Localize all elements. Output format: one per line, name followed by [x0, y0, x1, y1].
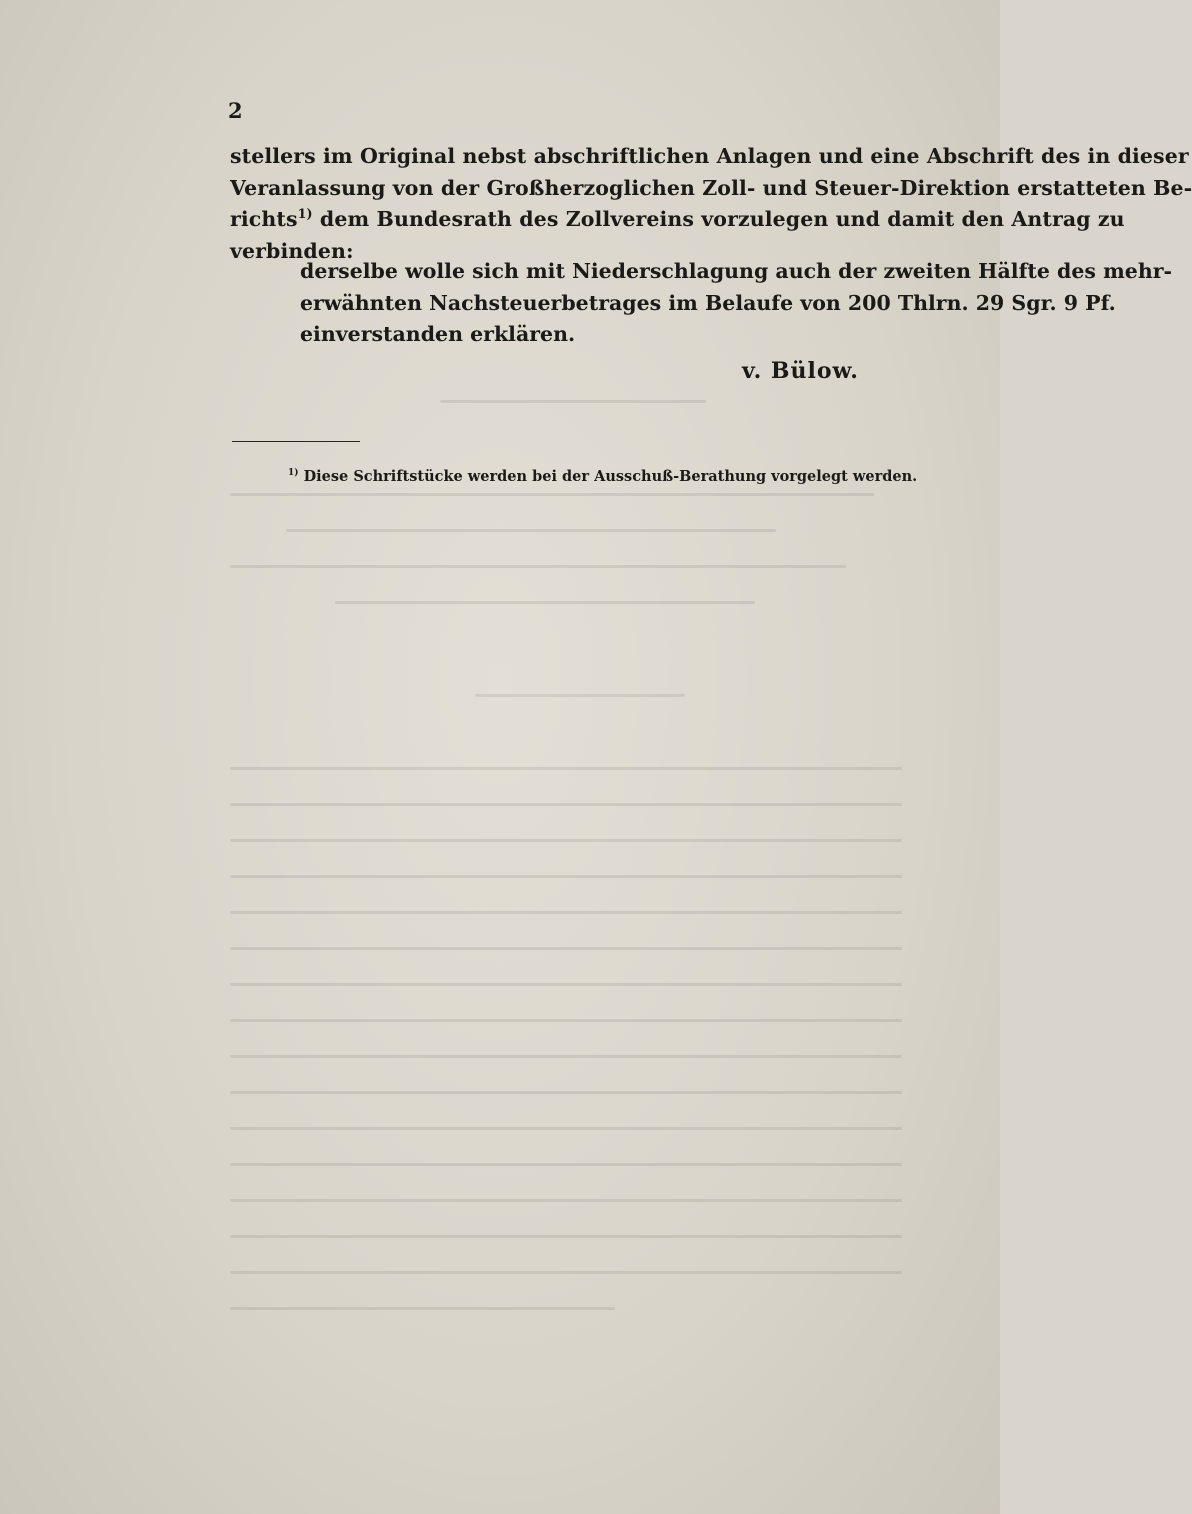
paragraph-line-start: richts — [230, 207, 298, 231]
motion-line: derselbe wolle sich mit Niederschlagung auch der zweiten Hälfte des mehr- — [300, 259, 1173, 283]
bleed-through-shadow — [230, 400, 930, 1400]
motion-line: einverstanden erklären. — [300, 322, 576, 346]
motion-line: erwähnten Nachsteuerbetrages im Belaufe von 200 Thlrn. 29 Sgr. 9 Pf. — [300, 290, 1116, 315]
signature: v. Bülow. — [742, 358, 859, 384]
body-paragraph — [230, 141, 1192, 267]
page-number: 2 — [228, 98, 243, 123]
footnote-reference: 1) — [297, 206, 313, 222]
paragraph-line: stellers im Original nebst abschriftlichen Anlagen und eine Abschrift des in dieser — [230, 144, 1189, 168]
paragraph-line-with-footnote-ref — [230, 204, 1125, 236]
footnote-marker: 1) — [288, 468, 299, 479]
motion-text — [300, 256, 1173, 351]
paragraph-line: verbinden: — [230, 238, 354, 263]
paragraph-line-end: dem Bundesrath des Zollvereins vorzulegen und damit den Antrag zu — [319, 207, 1125, 231]
footnote-text: Diese Schriftstücke werden bei der Ausschuß-Berathung vorgelegt werden. — [303, 468, 918, 485]
footnote-divider — [232, 441, 360, 442]
footnote — [288, 468, 917, 485]
paragraph-line: Veranlassung von der Großherzoglichen Zoll- und Steuer-Direktion erstatteten Be- — [230, 175, 1192, 200]
